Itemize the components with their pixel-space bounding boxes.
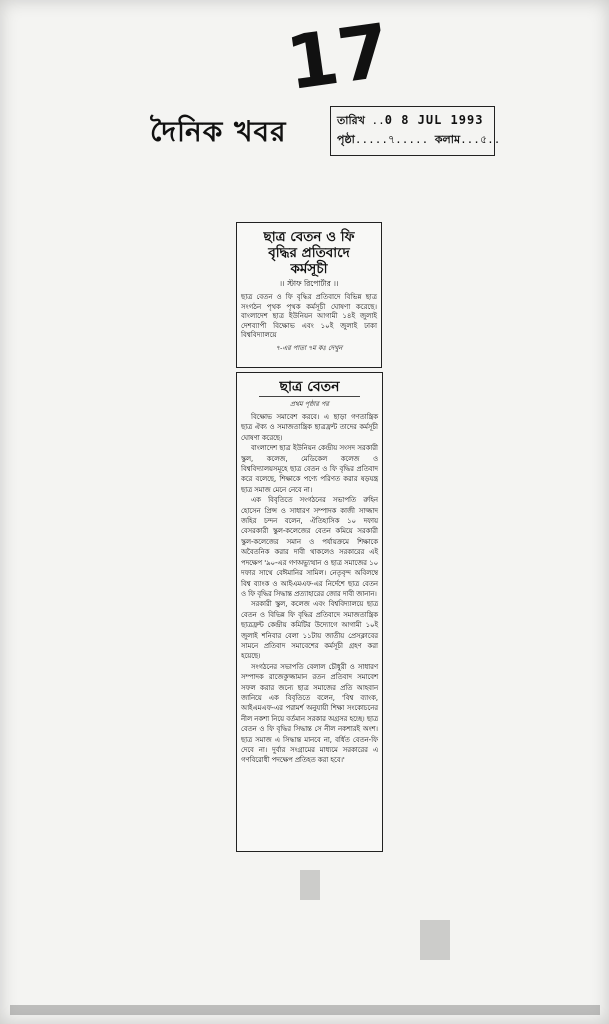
- stamp-page-row: পৃষ্ঠা.....৭..... কলাম...৫..: [337, 133, 501, 146]
- article-paragraph: বিক্ষোভ সমাবেশ করবে। এ ছাড়া গণতান্ত্রিক ছাত্র ঐক্য ও সমাজতান্ত্রিক ছাত্রফ্রন্ট তাদের কর্মসূচী ঘোষণা করেছে।: [241, 413, 378, 442]
- stamp-column-label: কলাম: [434, 133, 461, 146]
- archive-stamp: [330, 106, 501, 156]
- handwritten-page-number: 17: [281, 7, 396, 108]
- clipping-reporter: ।। স্টাফ রিপোর্টার ।।: [279, 279, 339, 288]
- news-clipping-continuation: [236, 372, 383, 852]
- continuation-subhead: প্রথম পৃষ্ঠার পর: [290, 400, 329, 408]
- scan-noise: [420, 920, 450, 960]
- stamp-date-value: 0 8 JUL 1993: [384, 113, 484, 127]
- article-paragraph: এক বিবৃতিতে সংগঠনের সভাপতি রুহিন হোসেন প্রিন্স ও সাধারণ সম্পাদক কাজী সাজ্জাদ জহির চন্দন বলেন, ঐতিহাসিক ১০ দফায় বেসরকারী স্কুল-কলেজের বেতন কমিয়ে সরকারী স্কুল-কলেজের সমান ও পর্যায়ক্রমে শিক্ষাকে অবৈতনিক করার দাবী থাকলেও সরকারের এই পদক্ষেপ '৯০-এর গণঅভ্যুত্থান ও ছাত্র সমাজের ১০ দফার সাথে বেঈমানির সামিল। নেতৃবৃন্দ অবিলম্বে বিশ্ব ব্যাংক ও আইএমএফ-এর নির্দেশে ছাত্র বেতন ও ফি বৃদ্ধির সিদ্ধান্ত প্রত্যাহারের জোর দাবী জানান।: [241, 496, 378, 598]
- stamp-date-row: তারিখ ..0 8 JUL 1993: [337, 113, 484, 127]
- article-paragraph: বাংলাদেশ ছাত্র ইউনিয়ন কেন্দ্রীয় সংসদ সরকারী স্কুল, কলেজ, মেডিকেল কলেজ ও বিশ্ববিদ্যালয়সমূহে ছাত্র বেতন ও ফি বৃদ্ধির প্রতিবাদ করে বলেছে, শিক্ষাকে পণ্যে পরিণত করার ষড়যন্ত্র ছাত্র সমাজ মেনে নেবে না।: [241, 444, 378, 494]
- scan-noise: [300, 870, 320, 900]
- clipping-headline: ছাত্র বেতন ও ফি বৃদ্ধির প্রতিবাদে কর্মসূচী: [263, 229, 355, 277]
- article-paragraph: সরকারী স্কুল, কলেজ এবং বিশ্ববিদ্যালয়ে ছাত্র বেতন ও বিভিন্ন ফি বৃদ্ধির প্রতিবাদে সমাজতান্ত্রিক ছাত্রফ্রন্ট কেন্দ্রীয় কমিটির উদ্যোগে আগামী ১০ই জুলাই শনিবার বেলা ১১টায় জাতীয় প্রেসক্লাবের সামনে প্রতিবাদ সমাবেশের কর্মসূচী গ্রহণ করা হয়েছে।: [241, 600, 378, 661]
- stamp-page-value: ৭: [387, 133, 396, 146]
- continuation-headline: ছাত্র বেতন: [259, 378, 360, 397]
- news-clipping-front: [236, 222, 382, 368]
- clipping-continued-note: ৭-এর পাতা ৭ম কঃ দেখুন: [275, 343, 343, 352]
- newspaper-masthead: দৈনিক খবর: [150, 115, 287, 148]
- clipping-body: ছাত্র বেতন ও ফি বৃদ্ধির প্রতিবাদে বিভিন্ন ছাত্র সংগঠন পৃথক পৃথক কর্মসূচী ঘোষণা করেছে। বাংলাদেশ ছাত্র ইউনিয়ন আগামী ১৪ই জুলাই দেশব্যাপী বিক্ষোভ এবং ১০ই জুলাই ঢাকা বিশ্ববিদ্যালয়ে: [241, 293, 377, 340]
- article-paragraph: সংগঠনের সভাপতি বেলাল চৌধুরী ও সাধারণ সম্পাদক রাজেকুজ্জামান রতন প্রতিবাদ সমাবেশ সফল করার জন্যে ছাত্র সমাজের প্রতি আহবান জানিয়ে এক বিবৃতিতে বলেন, 'বিশ্ব ব্যাংক, আইএমএফ-এর পরামর্শ অনুযায়ী শিক্ষা সংকোচনের নীল নকশা নিয়ে বর্তমান সরকার অগ্রসর হচ্ছে। ছাত্র বেতন ও ফি বৃদ্ধির সিদ্ধান্ত সে নীল নকশারই অংশ। ছাত্র সমাজ এ সিদ্ধান্ত মানবে না, বর্ধিত বেতন-ফি দেবে না। দুর্বার সংগ্রামের মাধ্যমে সরকারের এ গণবিরোধী পদক্ষেপ প্রতিহত করা হবে।': [241, 662, 378, 765]
- stamp-date-label: তারিখ: [337, 114, 365, 127]
- scan-noise: [10, 1005, 600, 1015]
- stamp-column-value: ৫: [479, 133, 488, 146]
- stamp-page-label: পৃষ্ঠা: [337, 133, 355, 146]
